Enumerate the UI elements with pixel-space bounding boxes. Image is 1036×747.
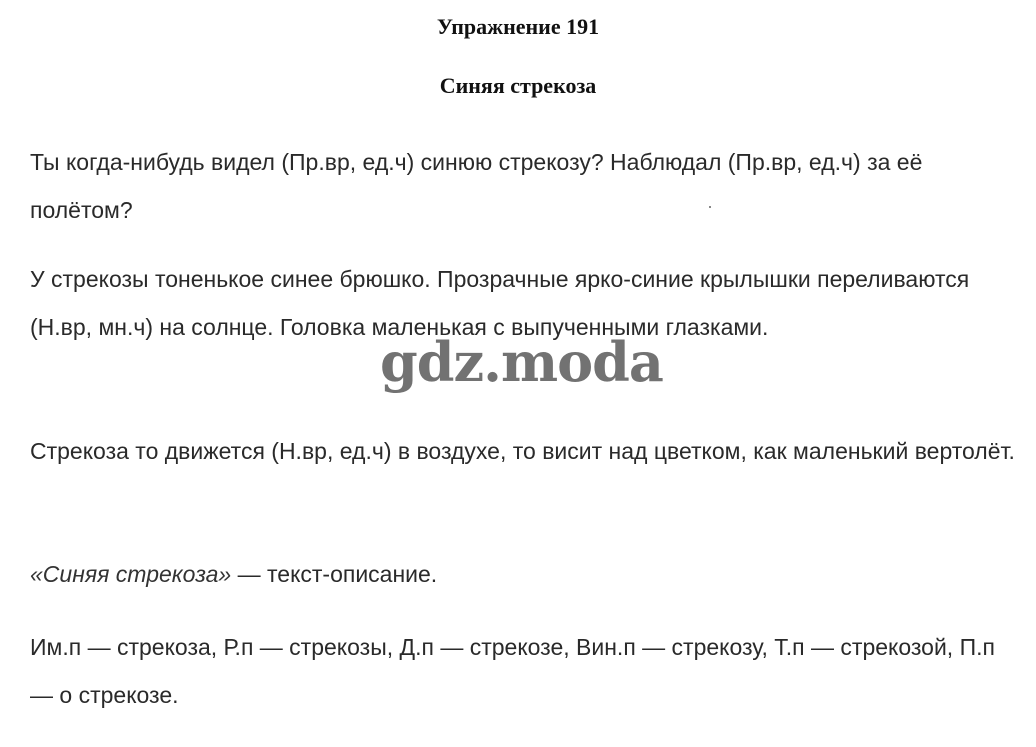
text-title: Синяя стрекоза <box>439 73 597 98</box>
text-type-label: — текст-описание. <box>231 561 438 587</box>
stray-dot <box>709 206 711 208</box>
paragraph-description: У стрекозы тоненькое синее брюшко. Прозрачные ярко-синие крылышки переливаются (Н.вр, мн.ч) на солнце. Головка маленькая с выпученными глазками. <box>30 266 970 340</box>
paragraph-movement: Стрекоза то движется (Н.вр, ед.ч) в воздухе, то висит над цветком, как маленький вертолёт. <box>30 438 1015 464</box>
paragraph-question: Ты когда-нибудь видел (Пр.вр, ед.ч) синюю стрекозу? Наблюдал (Пр.вр, ед.ч) за её полётом? <box>30 149 923 223</box>
exercise-title: Упражнение 191 <box>436 14 600 39</box>
text-title-quote: «Синяя стрекоза» <box>30 561 232 587</box>
paragraph-declension: Им.п — стрекоза, Р.п — стрекозы, Д.п — стрекозе, Вин.п — стрекозу, Т.п — стрекозой, П.п — о стрекозе. <box>30 634 995 708</box>
paragraph-text-type <box>30 550 1015 598</box>
watermark-logo: gdz.moda <box>380 330 663 394</box>
